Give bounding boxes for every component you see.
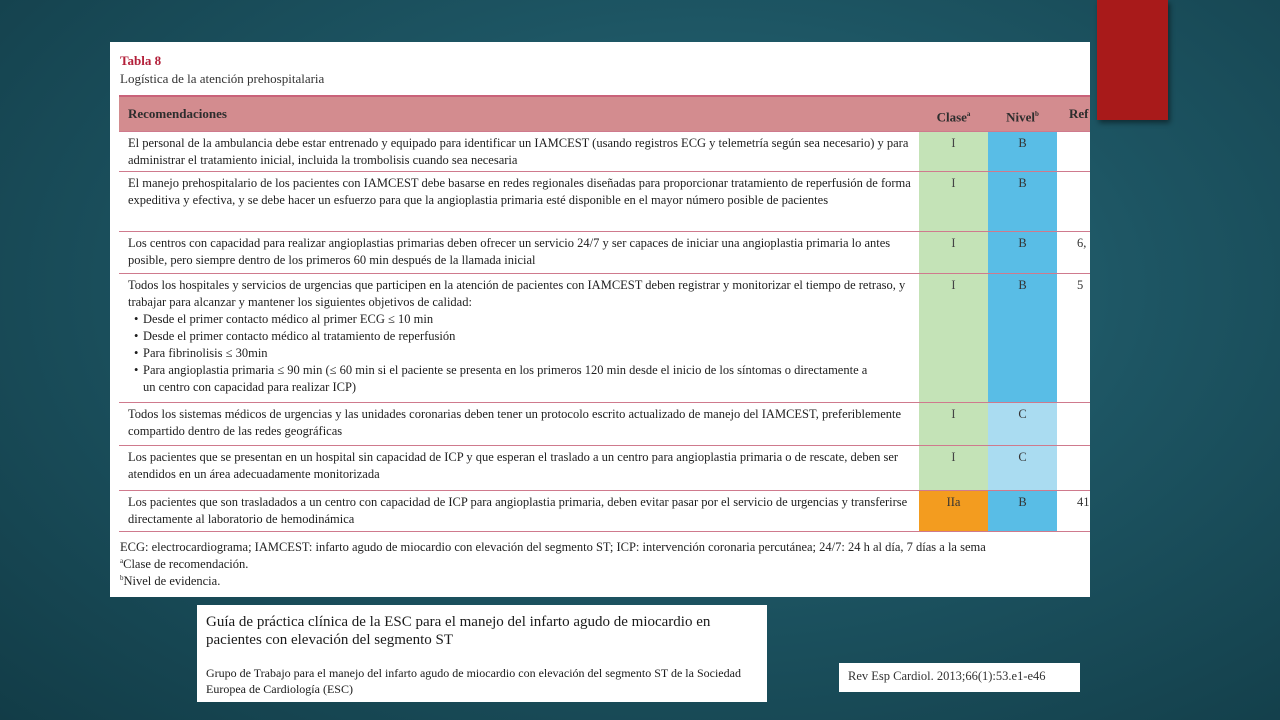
citation-text: Rev Esp Cardiol. 2013;66(1):53.e1-e46 xyxy=(848,669,1046,683)
level-cell: B xyxy=(988,274,1057,402)
level-cell: C xyxy=(988,403,1057,445)
ref-cell xyxy=(1057,403,1090,445)
ref-cell xyxy=(1057,446,1090,490)
table-title: Tabla 8 xyxy=(120,53,162,68)
recommendation-text: El personal de la ambulancia debe estar entrenado y equipado para identificar un IAMCEST (usando registros ECG y telemetría según sea necesario) y para administrar el tratamiento inicial, incluida la trombolisis cuando sea necesaria xyxy=(128,136,909,167)
list-item: • Desde el primer contacto médico al primer ECG ≤ 10 min xyxy=(134,311,911,328)
table-row xyxy=(119,446,1090,491)
guide-title: Guía de práctica clínica de la ESC para el manejo del infarto agudo de miocardio en pacientes con elevación del segmento ST xyxy=(206,614,711,648)
table-card xyxy=(110,42,1090,597)
recommendation-text: Los pacientes que son trasladados a un centro con capacidad de ICP para angioplastia primaria, deben evitar pasar por el servicio de urgencias y transferirse directamente al laboratorio de hemodinámica xyxy=(128,495,908,526)
footnote-b xyxy=(120,574,1090,589)
level-cell: C xyxy=(988,446,1057,490)
list-item: • Para angioplastia primaria ≤ 90 min (≤ 60 min si el paciente se presenta en los primeros 120 min desde el inicio de los síntomas o directamente a un centro con capacidad para realizar ICP) xyxy=(134,362,911,396)
table-row xyxy=(119,274,1090,403)
list-item: • Desde el primer contacto médico al tratamiento de reperfusión xyxy=(134,328,911,345)
class-cell: IIa xyxy=(919,491,988,531)
table-row xyxy=(119,172,1090,232)
footnote-abbreviations: ECG: electrocardiograma; IAMCEST: infarto agudo de miocardio con elevación del segmento ST; ICP: intervención coronaria percutánea; 24/7: 24 h al día, 7 días a la sema xyxy=(120,540,986,554)
ref-cell xyxy=(1057,132,1090,171)
citation-box xyxy=(839,663,1080,692)
level-cell: B xyxy=(988,491,1057,531)
recommendation-text: Los pacientes que se presentan en un hospital sin capacidad de ICP y que esperan el traslado a un centro para angioplastia primaria o de rescate, deben ser atendidos en un área adecuadamente monitorizada xyxy=(128,450,899,481)
footnote-a-text: Clase de recomendación. xyxy=(123,557,249,572)
header-nivel xyxy=(988,97,1057,131)
recommendation-text: Todos los sistemas médicos de urgencias y las unidades coronarias deben tener un protocolo escrito actualizado de manejo del IAMCEST, preferiblemente compartido dentro de las redes geográficas xyxy=(128,407,902,438)
recommendation-intro: Todos los hospitales y servicios de urgencias que participen en la atención de pacientes con IAMCEST deben registrar y monitorizar el tiempo de retraso, y trabajar para alcanzar y mantener los siguientes objetivos de calidad: xyxy=(128,278,906,309)
class-cell: I xyxy=(919,403,988,445)
header-nivel-label: Nivel xyxy=(1006,109,1035,125)
guide-working-group: Grupo de Trabajo para el manejo del infarto agudo de miocardio con elevación del segmento ST de la Sociedad Europea de Cardiología (ESC) xyxy=(206,666,741,696)
header-clase-sup: a xyxy=(966,110,971,118)
level-cell: B xyxy=(988,172,1057,231)
table-row xyxy=(119,232,1090,274)
header-ref: Ref xyxy=(1069,106,1089,121)
footnote-b-text: Nivel de evidencia. xyxy=(123,574,221,589)
recommendation-text: El manejo prehospitalario de los pacientes con IAMCEST debe basarse en redes regionales diseñadas para proporcionar tratamiento de reperfusión de forma expeditiva y efectiva, y se debe hacer un esfuerzo para que la angioplastia primaria esté disponible en el mayor número posible de pacientes xyxy=(128,176,911,207)
footnote-b-mark: b xyxy=(120,574,124,582)
class-cell: I xyxy=(919,172,988,231)
ref-cell: 41 xyxy=(1077,495,1090,509)
header-clase xyxy=(919,97,988,131)
header-nivel-sup: b xyxy=(1034,110,1039,118)
table-row xyxy=(119,491,1090,532)
ref-cell: 6, xyxy=(1077,236,1087,250)
header-recommendations: Recomendaciones xyxy=(128,106,227,121)
recommendation-text xyxy=(119,274,919,402)
red-accent-bar xyxy=(1097,0,1168,120)
class-cell: I xyxy=(919,132,988,171)
footnote-a xyxy=(120,557,1090,572)
recommendations-table xyxy=(119,95,1090,532)
level-cell: B xyxy=(988,232,1057,273)
recommendation-text: Los centros con capacidad para realizar angioplastias primarias deben ofrecer un servicio 24/7 y ser capaces de iniciar una angioplastia primaria lo antes posible, pero siempre dentro de los primeros 60 min después de la llamada inicial xyxy=(128,236,891,267)
header-clase-label: Clase xyxy=(936,109,967,125)
table-row xyxy=(119,403,1090,446)
class-cell: I xyxy=(919,232,988,273)
quality-objectives-list xyxy=(128,311,911,396)
class-cell: I xyxy=(919,274,988,402)
ref-cell xyxy=(1057,172,1090,231)
class-cell: I xyxy=(919,446,988,490)
footnote-a-mark: a xyxy=(120,557,124,565)
ref-cell: 5 xyxy=(1077,278,1084,292)
table-row xyxy=(119,132,1090,172)
guide-reference-box xyxy=(197,605,767,702)
list-item: • Para fibrinolisis ≤ 30min xyxy=(134,345,911,362)
table-subtitle: Logística de la atención prehospitalaria xyxy=(120,71,325,86)
table-header-row xyxy=(119,97,1090,132)
level-cell: B xyxy=(988,132,1057,171)
